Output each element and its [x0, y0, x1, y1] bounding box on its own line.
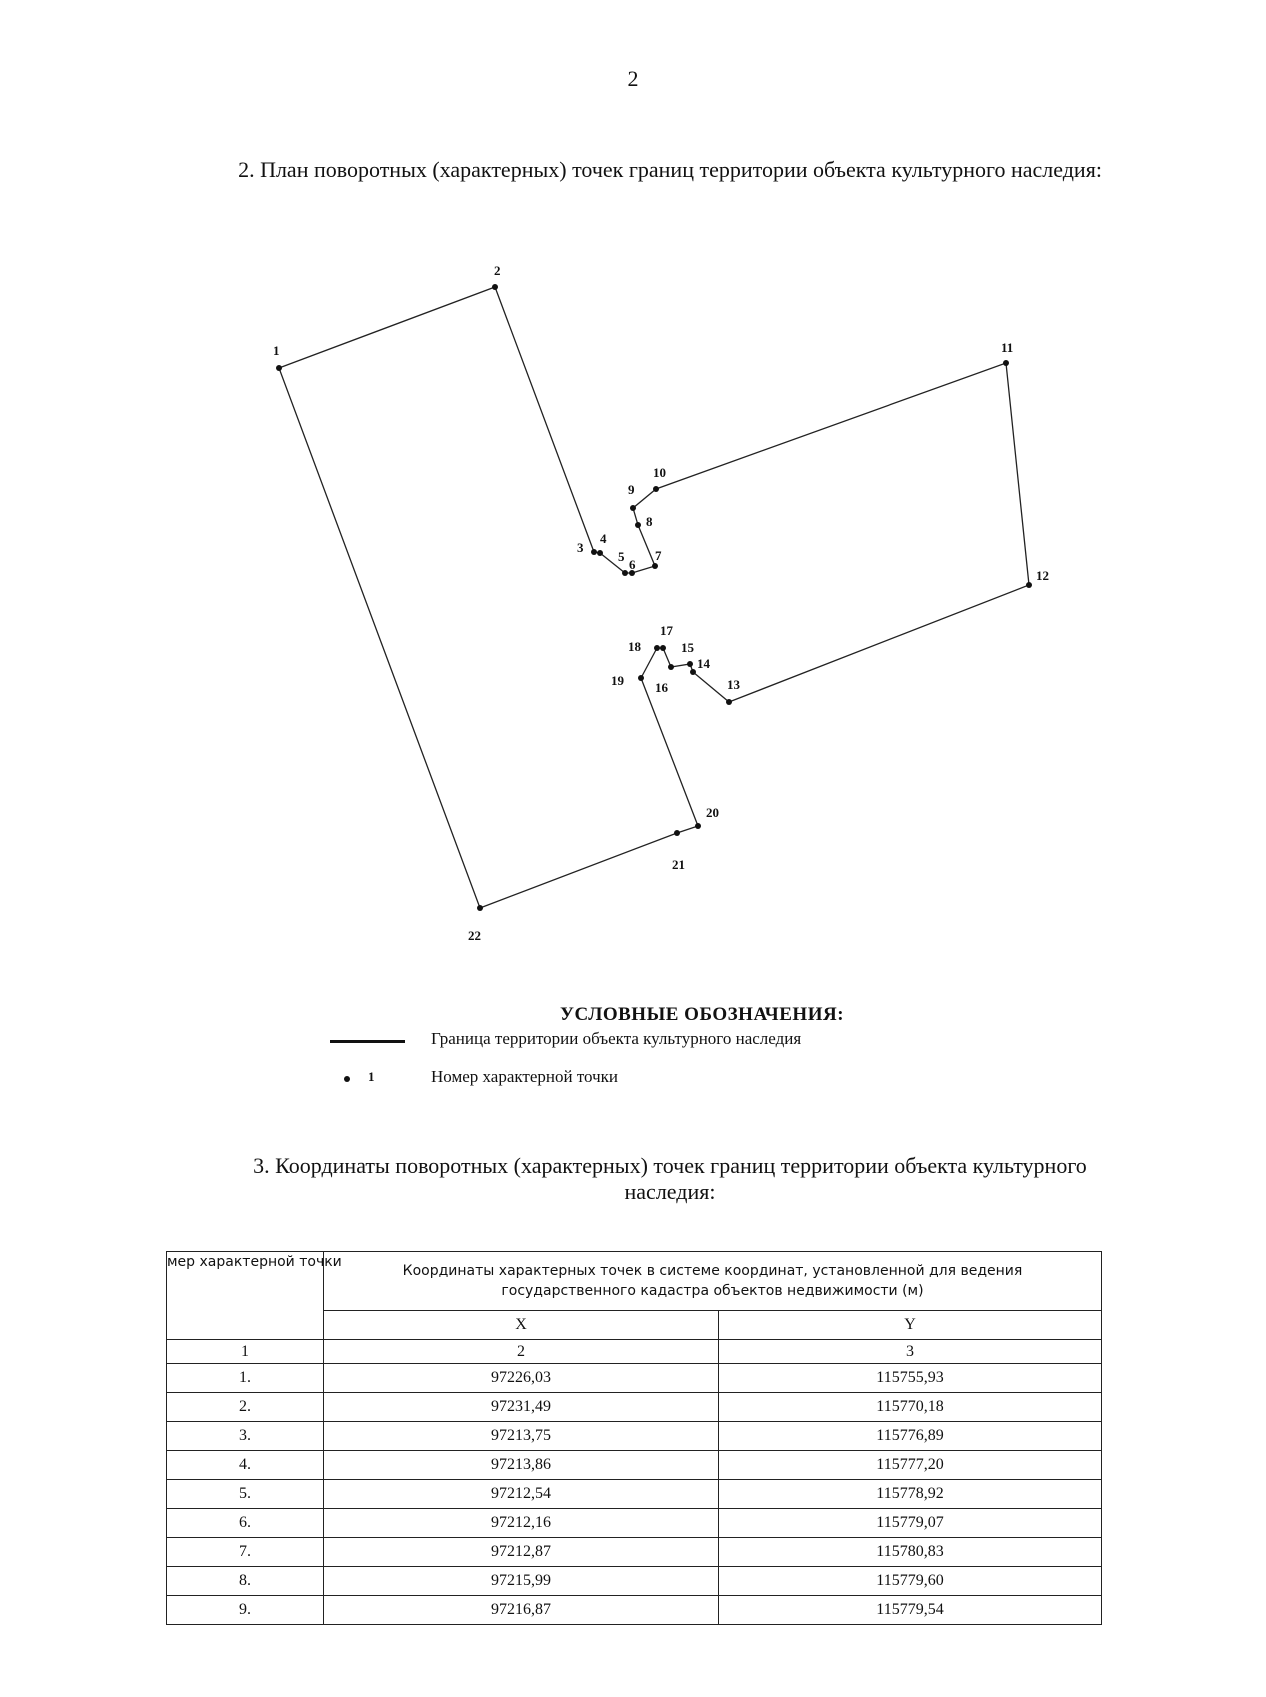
legend-boundary-label: Граница территории объекта культурного наследия	[431, 1029, 802, 1048]
point-label: 13	[727, 677, 740, 692]
table-row	[167, 1538, 1102, 1567]
boundary-point-dot	[690, 669, 696, 675]
point-label: 12	[1036, 568, 1049, 583]
point-number-cell: 6.	[167, 1509, 324, 1538]
plan-title: 2. План поворотных (характерных) точек границ территории объекта культурного наследия:	[238, 157, 1102, 182]
y-coordinate-cell: 115776,89	[719, 1422, 1102, 1451]
boundary-points	[276, 284, 1032, 911]
point-labels	[273, 263, 1049, 943]
boundary-point-dot	[1026, 582, 1032, 588]
boundary-point-dot	[622, 570, 628, 576]
point-number-cell: 1.	[167, 1364, 324, 1393]
index-cell: 1	[167, 1340, 324, 1364]
x-coordinate-cell: 97216,87	[324, 1596, 719, 1625]
point-number-cell: 4.	[167, 1451, 324, 1480]
table-index-row	[167, 1340, 1102, 1364]
boundary-point-dot	[630, 505, 636, 511]
page-number: 2	[627, 66, 639, 91]
boundary-point-dot	[276, 365, 282, 371]
y-coordinate-cell: 115755,93	[719, 1364, 1102, 1393]
point-label: 3	[577, 540, 584, 555]
boundary-point-dot	[635, 522, 641, 528]
x-coordinate-cell: 97231,49	[324, 1393, 719, 1422]
table-row	[167, 1480, 1102, 1509]
point-label: 11	[1001, 340, 1014, 355]
point-label: 9	[628, 482, 635, 497]
table-row	[167, 1451, 1102, 1480]
col-y-header: Y	[719, 1311, 1102, 1340]
boundary-point-dot	[726, 699, 732, 705]
table-row	[167, 1393, 1102, 1422]
col-coords-header: Координаты характерных точек в системе координат, установленной для ведения государственного кадастра объектов недвижимости (м)	[324, 1252, 1102, 1311]
x-coordinate-cell: 97212,16	[324, 1509, 719, 1538]
coordinates-title: 3. Координаты поворотных (характерных) точек границ территории объекта культурного наследия:	[253, 1153, 1087, 1204]
table-row	[167, 1509, 1102, 1538]
legend-point-label: Номер характерной точки	[431, 1067, 618, 1086]
point-label: 15	[681, 640, 694, 655]
point-label: 10	[653, 465, 666, 480]
table-row	[167, 1596, 1102, 1625]
boundary-point-dot	[597, 550, 603, 556]
x-coordinate-cell: 97212,54	[324, 1480, 719, 1509]
point-label: 17	[660, 623, 673, 638]
table-row	[167, 1422, 1102, 1451]
y-coordinate-cell: 115777,20	[719, 1451, 1102, 1480]
boundary-point-dot	[477, 905, 483, 911]
point-label: 8	[646, 514, 653, 529]
point-label: 19	[611, 673, 624, 688]
point-label: 4	[600, 531, 607, 546]
boundary-line-symbol	[330, 1040, 405, 1043]
point-number-cell: 2.	[167, 1393, 324, 1422]
x-coordinate-cell: 97212,87	[324, 1538, 719, 1567]
y-coordinate-cell: 115780,83	[719, 1538, 1102, 1567]
point-label: 1	[273, 343, 280, 358]
col-number-header: мер характерной точки	[167, 1252, 324, 1340]
point-label: 14	[697, 656, 710, 671]
boundary-point-dot	[591, 549, 597, 555]
point-label: 7	[655, 548, 662, 563]
point-number-cell: 5.	[167, 1480, 324, 1509]
point-dot-symbol	[344, 1076, 350, 1082]
boundary-point-dot	[660, 645, 666, 651]
boundary-point-dot	[654, 645, 660, 651]
point-label: 20	[706, 805, 719, 820]
point-number-cell: 3.	[167, 1422, 324, 1451]
legend-point-symbol-number: 1	[368, 1069, 375, 1084]
point-label: 18	[628, 639, 641, 654]
x-coordinate-cell: 97213,75	[324, 1422, 719, 1451]
x-coordinate-cell: 97213,86	[324, 1451, 719, 1480]
boundary-point-dot	[687, 661, 693, 667]
boundary-point-dot	[668, 664, 674, 670]
coordinates-table-body	[167, 1364, 1102, 1625]
point-label: 22	[468, 928, 481, 943]
boundary-point-dot	[652, 563, 658, 569]
index-cell: 2	[324, 1340, 719, 1364]
table-row	[167, 1364, 1102, 1393]
boundary-point-dot	[653, 486, 659, 492]
boundary-point-dot	[638, 675, 644, 681]
y-coordinate-cell: 115778,92	[719, 1480, 1102, 1509]
boundary-point-dot	[695, 823, 701, 829]
boundary-polygon	[279, 287, 1029, 908]
point-number-cell: 9.	[167, 1596, 324, 1625]
point-label: 2	[494, 263, 501, 278]
coordinates-table	[166, 1251, 1102, 1625]
point-label: 21	[672, 857, 685, 872]
point-label: 5	[618, 549, 625, 564]
point-label: 6	[629, 557, 636, 572]
y-coordinate-cell: 115779,07	[719, 1509, 1102, 1538]
boundary-point-dot	[1003, 360, 1009, 366]
point-number-cell: 7.	[167, 1538, 324, 1567]
table-row	[167, 1567, 1102, 1596]
index-cell: 3	[719, 1340, 1102, 1364]
legend-heading: УСЛОВНЫЕ ОБОЗНАЧЕНИЯ:	[560, 1004, 845, 1025]
y-coordinate-cell: 115770,18	[719, 1393, 1102, 1422]
boundary-point-dot	[492, 284, 498, 290]
point-label: 16	[655, 680, 668, 695]
y-coordinate-cell: 115779,60	[719, 1567, 1102, 1596]
boundary-point-dot	[674, 830, 680, 836]
col-x-header: X	[324, 1311, 719, 1340]
x-coordinate-cell: 97226,03	[324, 1364, 719, 1393]
x-coordinate-cell: 97215,99	[324, 1567, 719, 1596]
point-number-cell: 8.	[167, 1567, 324, 1596]
y-coordinate-cell: 115779,54	[719, 1596, 1102, 1625]
table-header-row	[167, 1252, 1102, 1311]
